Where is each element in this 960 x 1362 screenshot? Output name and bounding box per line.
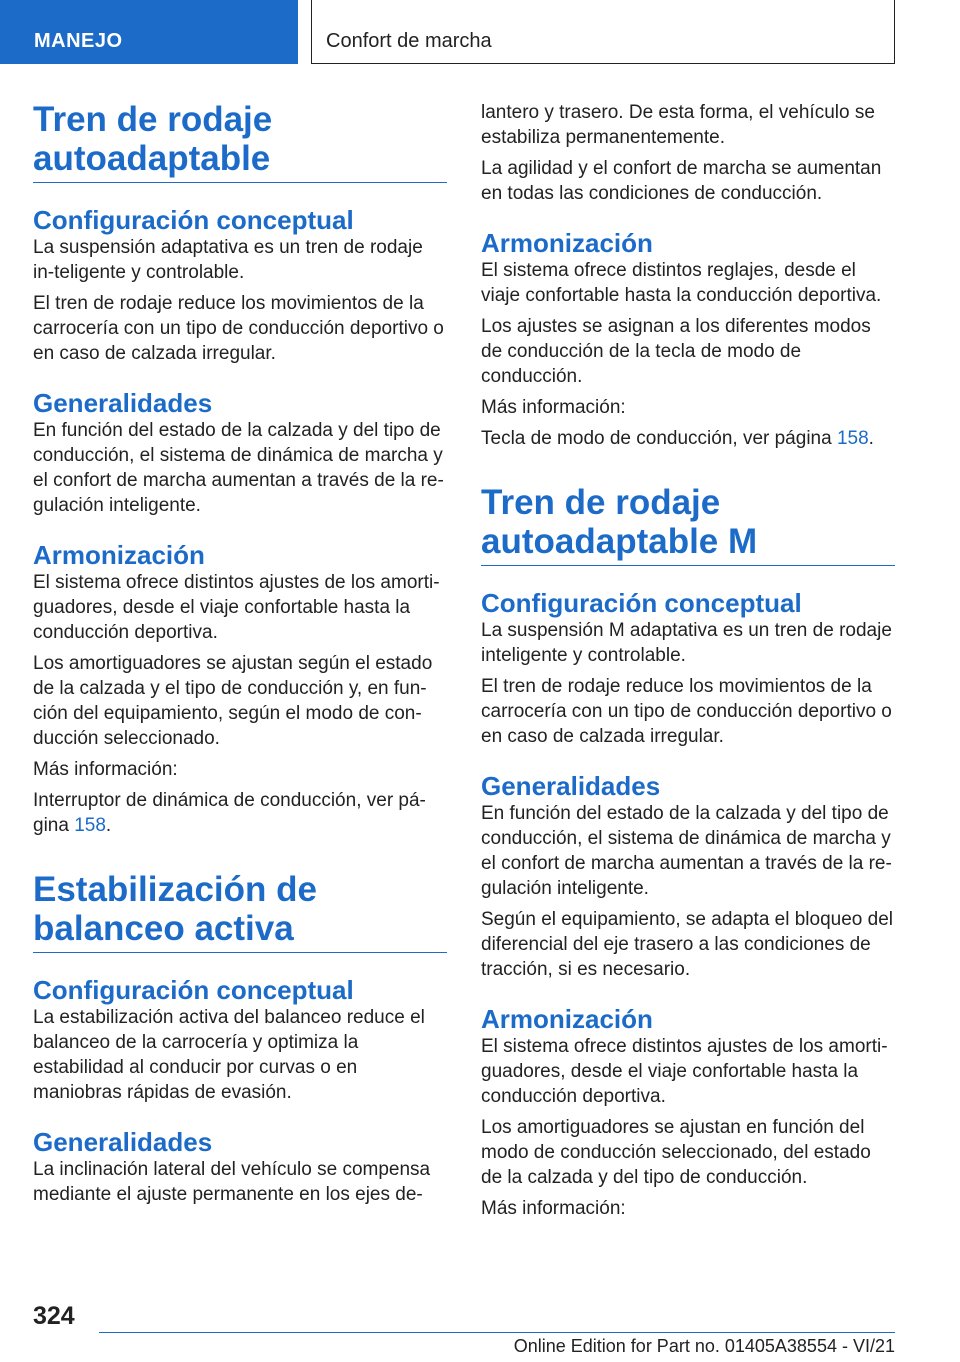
paragraph: Según el equipamiento, se adapta el bloqueo del diferencial del eje trasero a las condiciones de tracción, si es necesario.: [481, 909, 893, 980]
section-title-adaptive-chassis: Tren de rodaje autoadaptable: [33, 100, 447, 183]
paragraph: Los amortiguadores se ajustan en función del modo de conducción seleccionado, del estado de la calzada y del tipo de conducción.: [481, 1117, 871, 1188]
heading-concept: Configuración conceptual: [33, 975, 354, 1005]
page-link-158[interactable]: 158: [836, 428, 869, 449]
paragraph: La inclinación lateral del vehículo se compensa mediante el ajuste permanente en los ejes de-: [33, 1159, 431, 1205]
heading-tuning: Armonización: [481, 1004, 653, 1034]
section-tab: MANEJO: [0, 0, 298, 64]
heading-concept: Configuración conceptual: [33, 205, 354, 235]
more-info-label: Más información:: [481, 397, 626, 418]
cross-reference-end: .: [105, 815, 112, 836]
heading-concept: Configuración conceptual: [481, 588, 802, 618]
cross-reference: [481, 426, 895, 451]
paragraph: El tren de rodaje reduce los movimientos de la carrocería con un tipo de conducción deportivo o en caso de calzada irregular.: [481, 676, 892, 747]
page-link-158[interactable]: 158: [74, 815, 106, 836]
edition-text: Online Edition for Part no. 01405A38554 - VI/21: [513, 1336, 895, 1356]
cross-reference: [33, 788, 447, 838]
paragraph: El sistema ofrece distintos ajustes de los amorti-guadores, desde el viaje confortable hasta la conducción deportiva.: [33, 572, 440, 643]
section-title-adaptive-m-chassis: Tren de rodaje autoadaptable M: [481, 483, 895, 566]
left-column: [33, 100, 447, 1213]
more-info-label: Más información:: [33, 759, 178, 780]
paragraph: La agilidad y el confort de marcha se aumentan en todas las condiciones de conducción.: [481, 158, 882, 204]
paragraph: En función del estado de la calzada y del tipo de conducción, el sistema de dinámica de marcha y el confort de marcha aumentan a través de la re-gulación inteligente.: [481, 803, 892, 899]
heading-tuning: Armonización: [33, 540, 205, 570]
paragraph: El sistema ofrece distintos ajustes de los amorti-guadores, desde el viaje confortable hasta la conducción deportiva.: [481, 1036, 888, 1107]
right-column: [481, 100, 895, 1227]
page-number: 324: [33, 1302, 75, 1330]
heading-general: Generalidades: [33, 388, 213, 418]
paragraph: La estabilización activa del balanceo reduce el balanceo de la carrocería y optimiza la estabilidad al conducir por curvas o en maniobras rápidas de evasión.: [33, 1007, 425, 1103]
paragraph: En función del estado de la calzada y del tipo de conducción, el sistema de dinámica de marcha y el confort de marcha aumentan a través de la re-gulación inteligente.: [33, 420, 444, 516]
heading-tuning: Armonización: [481, 228, 653, 258]
more-info-label: Más información:: [481, 1198, 626, 1219]
heading-general: Generalidades: [33, 1127, 213, 1157]
footer-edition: [0, 1336, 895, 1357]
paragraph: El tren de rodaje reduce los movimientos de la carrocería con un tipo de conducción deportivo o en caso de calzada irregular.: [33, 293, 444, 364]
paragraph: La suspensión M adaptativa es un tren de rodaje inteligente y controlable.: [481, 620, 892, 666]
chapter-title: Confort de marcha: [311, 0, 895, 64]
heading-general: Generalidades: [481, 771, 661, 801]
paragraph: Los amortiguadores se ajustan según el estado de la calzada y el tipo de conducción y, en fun-ción del equipamiento, según el modo de con-ducción seleccionado.: [33, 653, 433, 749]
cross-reference-text: Tecla de modo de conducción, ver página: [481, 428, 837, 449]
section-title-active-roll-stabilization: Estabilización de balanceo activa: [33, 870, 447, 953]
paragraph: La suspensión adaptativa es un tren de rodaje in-teligente y controlable.: [33, 237, 423, 283]
cross-reference-end: .: [868, 428, 874, 449]
cross-reference-text: Interruptor de dinámica de conducción, ver pá-gina: [33, 790, 426, 836]
paragraph: El sistema ofrece distintos reglajes, desde el viaje confortable hasta la conducción deportiva.: [481, 260, 882, 306]
paragraph: Los ajustes se asignan a los diferentes modos de conducción de la tecla de modo de conducción.: [481, 316, 871, 387]
footer-divider: [99, 1332, 895, 1333]
paragraph: lantero y trasero. De esta forma, el vehículo se estabiliza permanentemente.: [481, 102, 875, 148]
